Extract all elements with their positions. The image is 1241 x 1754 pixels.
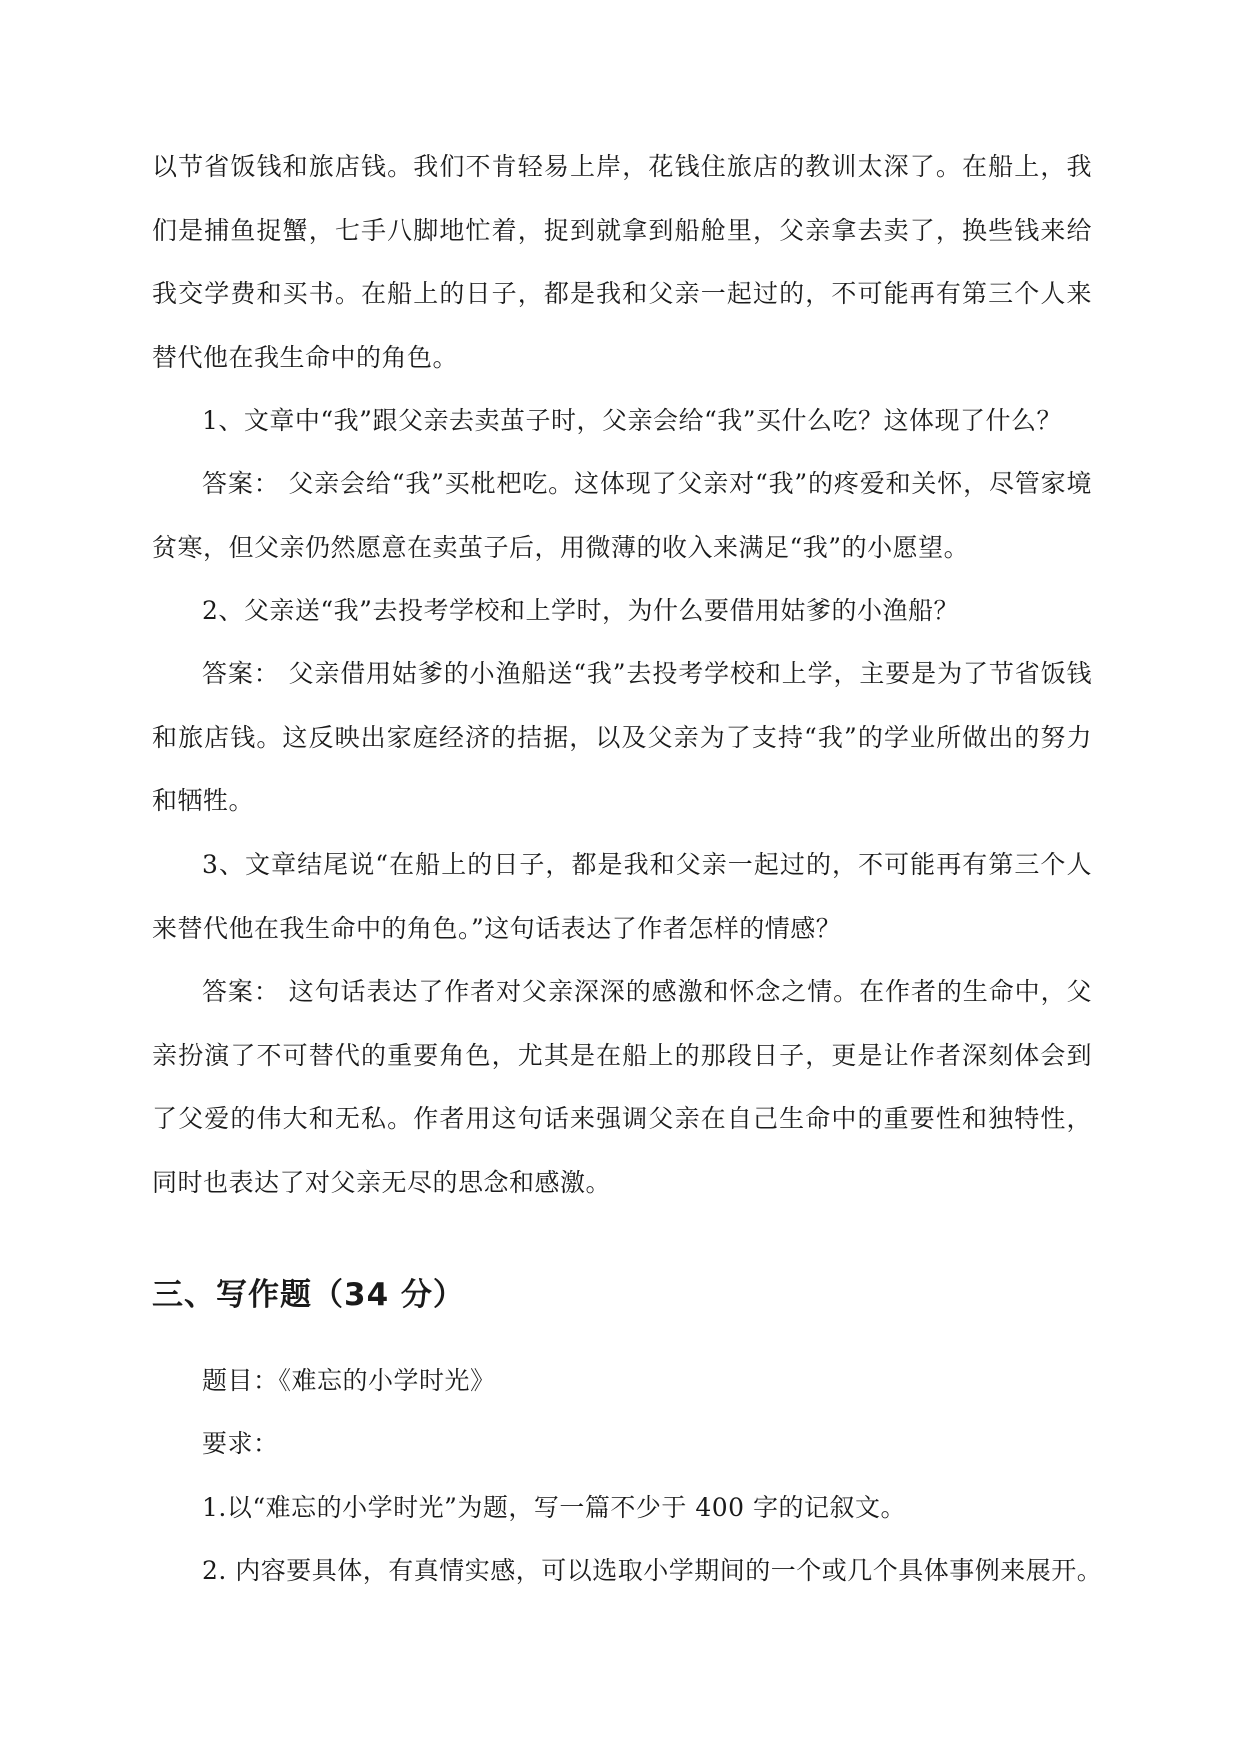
- answer-2: 答案： 父亲借用姑爹的小渔船送“我”去投考学校和上学，主要是为了节省饭钱和旅店钱。这反映出家庭经济的拮据，以及父亲为了支持“我”的学业所做出的努力和牺牲。: [152, 659, 1092, 815]
- answer-1: 答案： 父亲会给“我”买枇杷吃。这体现了父亲对“我”的疼爱和关怀，尽管家境贫寒，但父亲仍然愿意在卖茧子后，用微薄的收入来满足“我”的小愿望。: [152, 469, 1092, 562]
- question-1: 1、文章中“我”跟父亲去卖茧子时，父亲会给“我”买什么吃？这体现了什么？: [202, 406, 1063, 435]
- writing-topic: 题目：《难忘的小学时光》: [202, 1366, 496, 1395]
- question-3: 3、文章结尾说“在船上的日子，都是我和父亲一起过的，不可能再有第三个人来替代他在我生命中的角色。”这句话表达了作者怎样的情感？: [152, 850, 1092, 943]
- requirements-label: 要求：: [202, 1429, 279, 1458]
- requirement-1: 1.以“难忘的小学时光”为题，写一篇不少于 400 字的记叙文。: [202, 1493, 907, 1522]
- question-2: 2、父亲送“我”去投考学校和上学时，为什么要借用姑爹的小渔船？: [202, 596, 959, 625]
- answer-3: 答案： 这句话表达了作者对父亲深深的感激和怀念之情。在作者的生命中，父亲扮演了不可替代的重要角色，尤其是在船上的那段日子，更是让作者深刻体会到了父爱的伟大和无私。作者用这句话来强调父亲在自己生命中的重要性和独特性，同时也表达了对父亲无尽的思念和感激。: [152, 977, 1092, 1197]
- section-heading-writing: 三、写作题（34 分）: [152, 1277, 465, 1313]
- paragraph-story-ending: 以节省饭钱和旅店钱。我们不肯轻易上岸，花钱住旅店的教训太深了。在船上，我们是捕鱼捉蟹，七手八脚地忙着，捉到就拿到船舱里，父亲拿去卖了，换些钱来给我交学费和买书。在船上的日子，都是我和父亲一起过的，不可能再有第三个人来替代他在我生命中的角色。: [152, 152, 1092, 372]
- requirement-2: 2. 内容要具体，有真情实感，可以选取小学期间的一个或几个具体事例来展开。: [202, 1556, 1103, 1585]
